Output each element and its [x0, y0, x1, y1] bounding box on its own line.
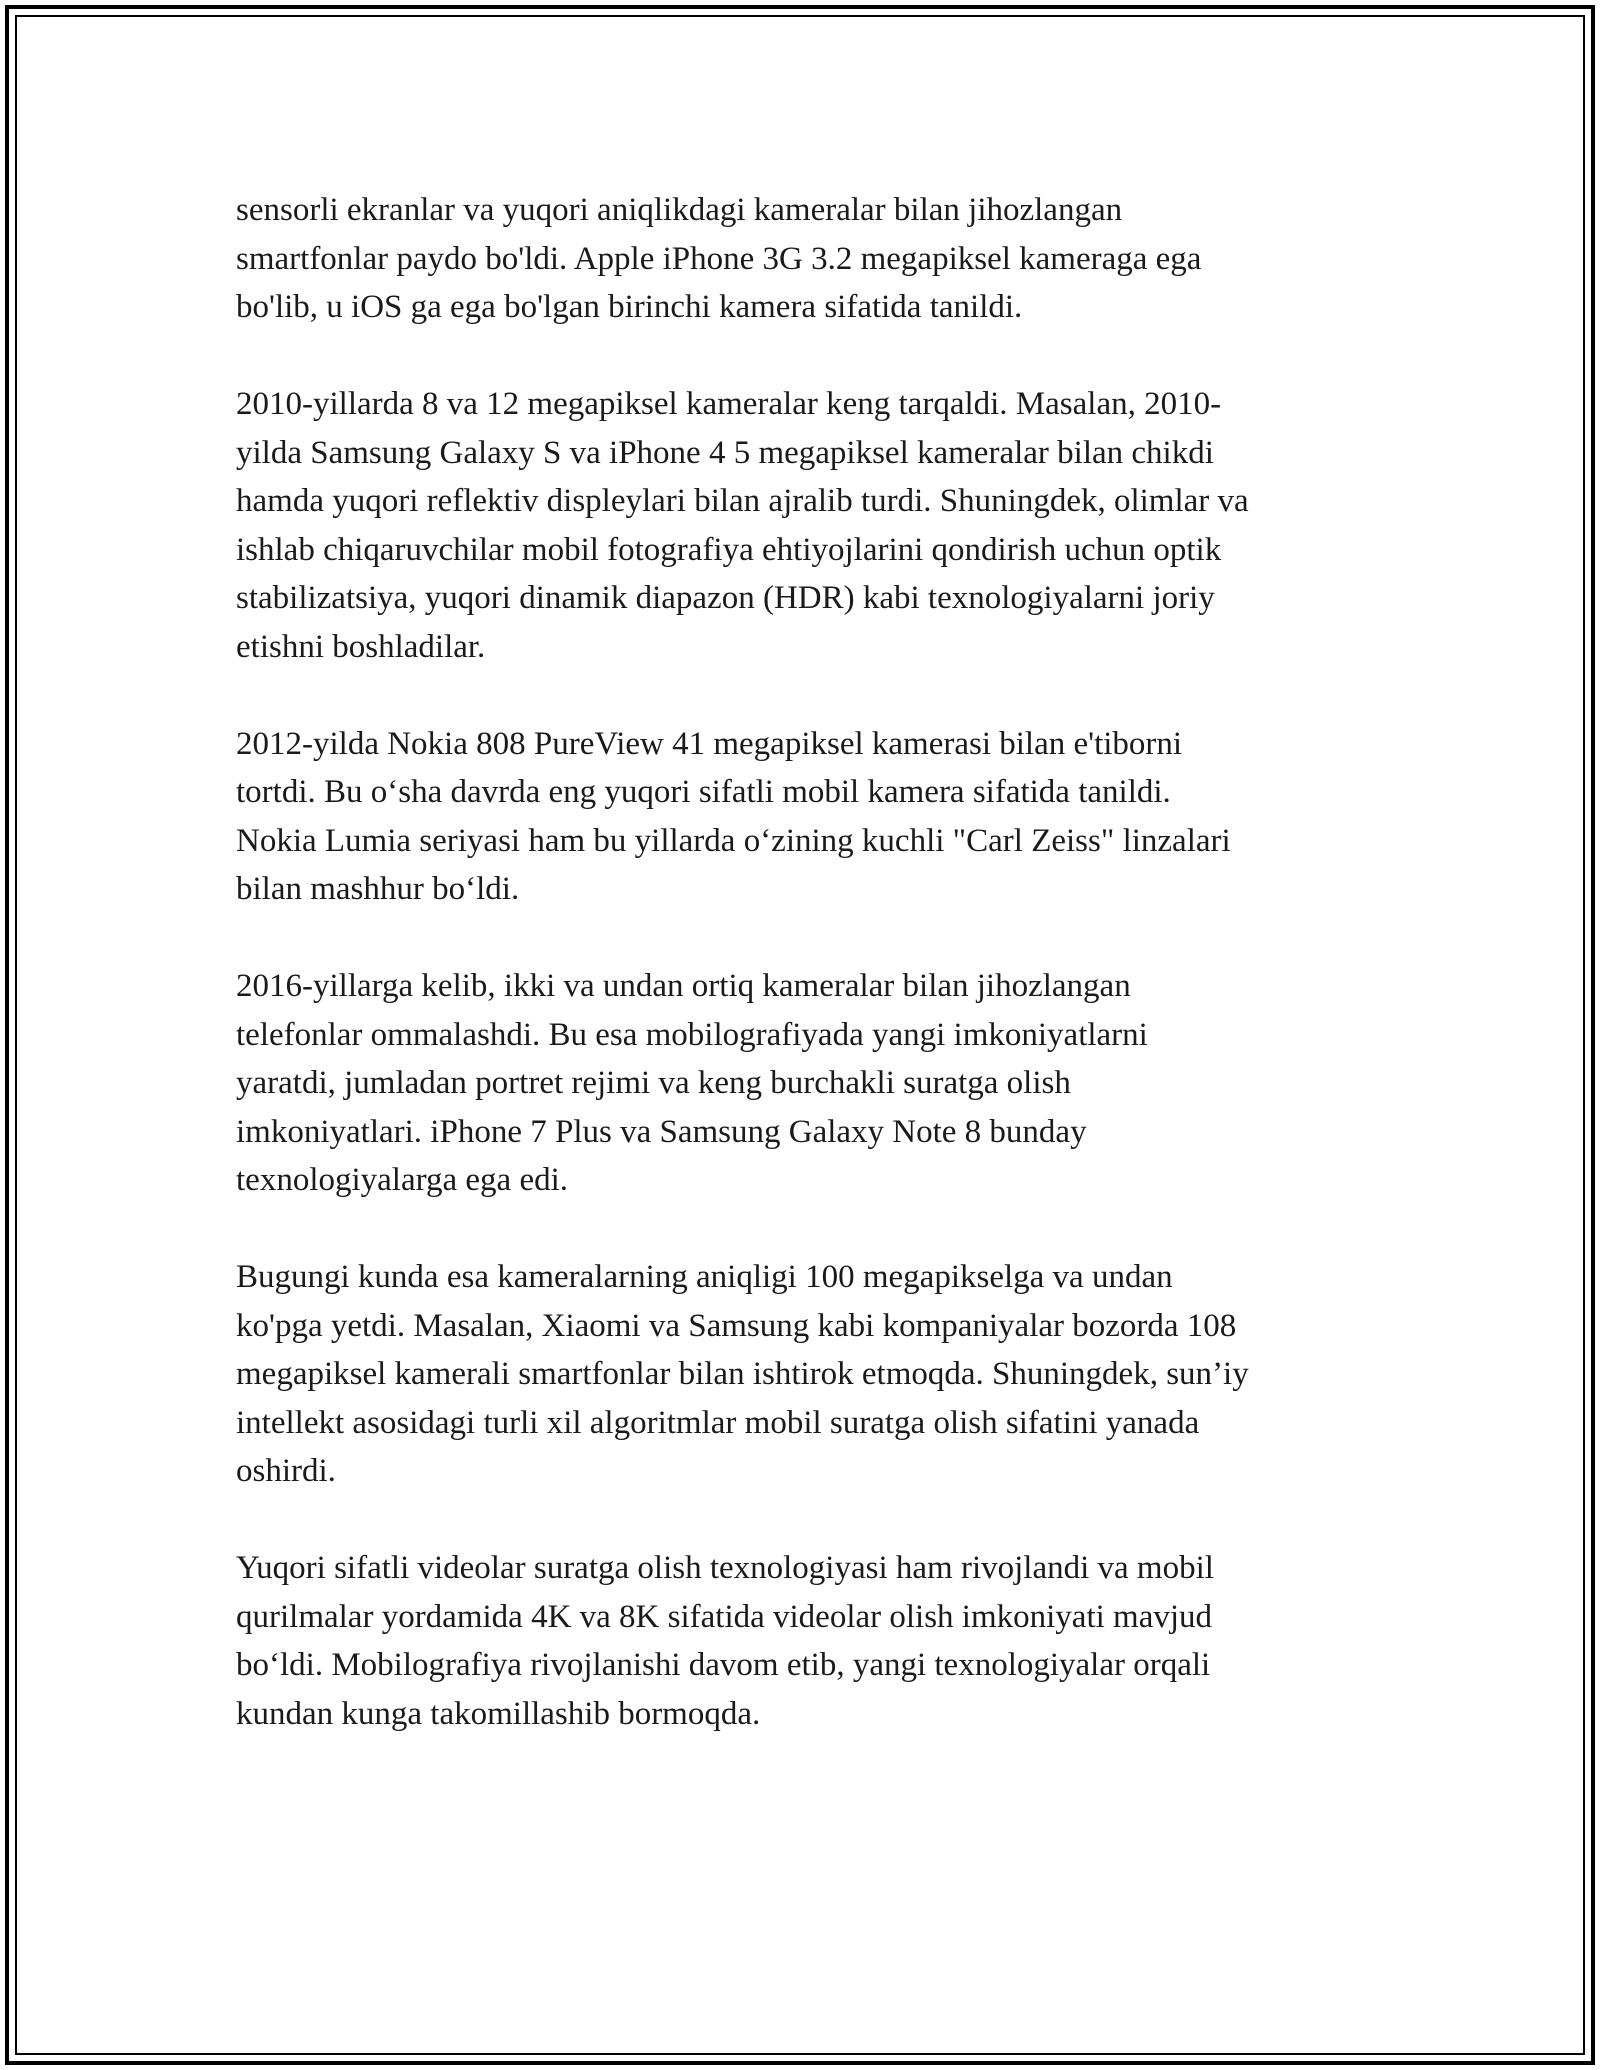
text-line: bilan mashhur bo‘ldi. — [236, 871, 520, 907]
text-line: etishni boshladilar. — [236, 628, 486, 665]
paragraph — [236, 962, 1376, 1205]
paragraph — [236, 186, 1376, 332]
text-line: qurilmalar yordamida 4K va 8K sifatida videolar olish imkoniyati mavjud — [236, 1598, 1213, 1635]
text-line: ko'pga yetdi. Masalan, Xiaomi va Samsung kabi kompaniyalar bozorda 108 — [236, 1307, 1237, 1344]
paragraph — [236, 380, 1376, 671]
paragraph — [236, 720, 1376, 914]
text-line: tortdi. Bu o‘sha davrda eng yuqori sifatli mobil kamera sifatida tanildi. — [236, 774, 1171, 810]
text-line: megapiksel kamerali smartfonlar bilan ishtirok etmoqda. Shuningdek, sun’iy — [236, 1356, 1249, 1392]
text-line: Nokia Lumia seriyasi ham bu yillarda o‘zining kuchli "Carl Zeiss" linzalari — [236, 822, 1231, 859]
text-line: Bugungi kunda esa kameralarning aniqligi 100 megapikselga va undan — [236, 1259, 1173, 1295]
text-line: 2012-yilda Nokia 808 PureView 41 megapiksel kamerasi bilan e'tiborni — [236, 725, 1183, 762]
text-line: sensorli ekranlar va yuqori aniqlikdagi kameralar bilan jihozlangan — [236, 192, 1123, 228]
text-line: yilda Samsung Galaxy S va iPhone 4 5 megapiksel kameralar bilan chikdi — [236, 434, 1214, 471]
text-line: stabilizatsiya, yuqori dinamik diapazon (HDR) kabi texnologiyalarni joriy — [236, 580, 1215, 616]
text-line: texnologiyalarga ega edi. — [236, 1162, 569, 1198]
text-line: yaratdi, jumladan portret rejimi va keng burchakli suratga olish — [236, 1065, 1071, 1101]
text-line: oshirdi. — [236, 1453, 336, 1489]
text-line: imkoniyatlari. iPhone 7 Plus va Samsung Galaxy Note 8 bunday — [236, 1113, 1087, 1150]
text-line: 2016-yillarga kelib, ikki va undan ortiq kameralar bilan jihozlangan — [236, 968, 1131, 1004]
text-line: telefonlar ommalashdi. Bu esa mobilografiyada yangi imkoniyatlarni — [236, 1016, 1148, 1053]
text-line: smartfonlar paydo bo'ldi. Apple iPhone 3G 3.2 megapiksel kameraga ega — [236, 240, 1202, 277]
text-line: ishlab chiqaruvchilar mobil fotografiya ehtiyojlarini qondirish uchun optik — [236, 531, 1222, 568]
text-line: 2010-yillarda 8 va 12 megapiksel kameralar keng tarqaldi. Masalan, 2010- — [236, 386, 1222, 422]
text-line: Yuqori sifatli videolar suratga olish texnologiyasi ham rivojlandi va mobil — [236, 1550, 1214, 1586]
text-line: bo‘ldi. Mobilografiya rivojlanishi davom etib, yangi texnologiyalar orqali — [236, 1647, 1211, 1683]
paragraph — [236, 1253, 1376, 1496]
text-line: hamda yuqori reflektiv displeylari bilan ajralib turdi. Shuningdek, olimlar va — [236, 483, 1249, 519]
paragraph — [236, 1544, 1376, 1738]
text-line: kundan kunga takomillashib bormoqda. — [236, 1695, 761, 1732]
document-body — [236, 186, 1376, 1787]
text-line: intellekt asosidagi turli xil algoritmlar mobil suratga olish sifatini yanada — [236, 1404, 1200, 1441]
text-line: bo'lib, u iOS ga ega bo'lgan birinchi kamera sifatida tanildi. — [236, 289, 1023, 325]
